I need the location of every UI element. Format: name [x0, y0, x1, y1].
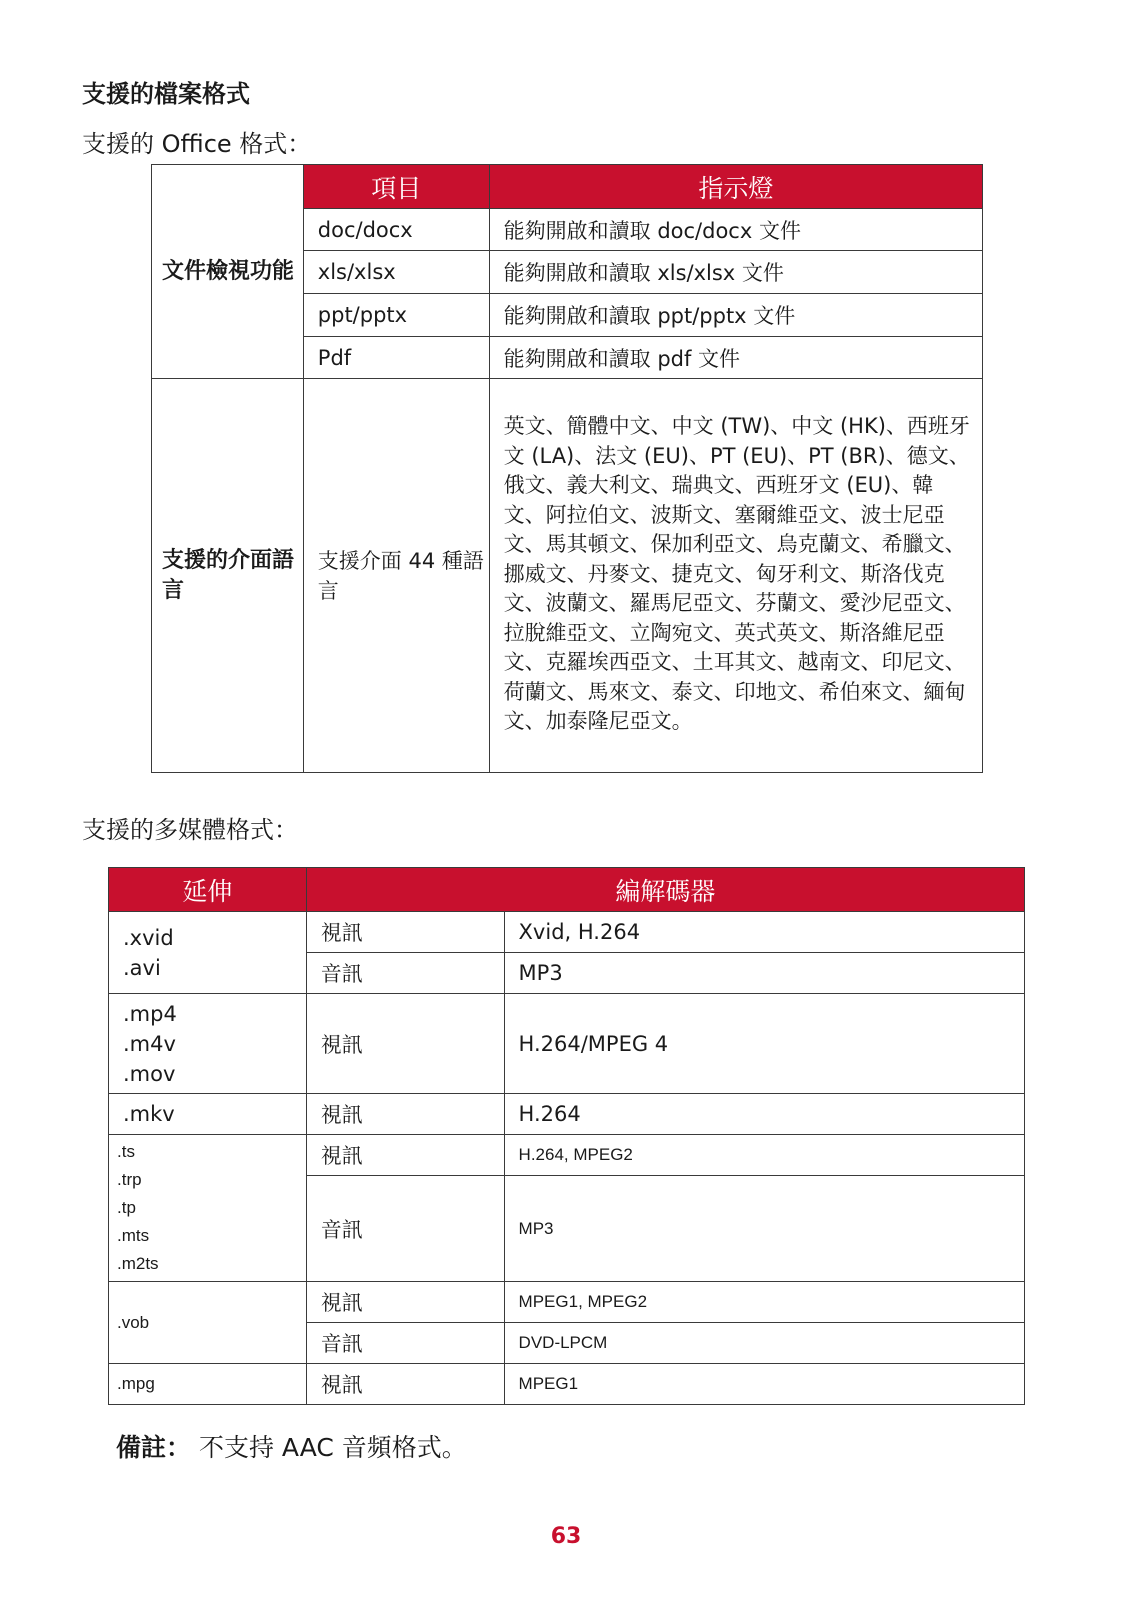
office-item: xls/xlsx	[303, 251, 489, 294]
extension: .vob	[117, 1312, 150, 1332]
office-desc: 能夠開啟和讀取 doc/docx 文件	[489, 209, 982, 251]
codec: H.264/MPEG 4	[504, 994, 1024, 1094]
stream-type: 音訊	[306, 1176, 504, 1282]
media-formats-table	[108, 867, 1025, 1405]
office-header-item: 項目	[303, 165, 489, 209]
extension: .m2ts	[117, 1254, 159, 1273]
extension-cell	[109, 1135, 307, 1282]
viewer-category	[152, 165, 304, 379]
page-title: 支援的檔案格式	[82, 80, 250, 108]
codec: MPEG1, MPEG2	[504, 1282, 1024, 1323]
stream-type: 音訊	[306, 1323, 504, 1364]
extension: .avi	[123, 955, 161, 980]
extension: .ts	[117, 1142, 135, 1161]
extension-cell	[109, 994, 307, 1094]
codec: DVD-LPCM	[504, 1323, 1024, 1364]
extension: .m4v	[123, 1031, 176, 1056]
office-heading: 支援的 Office 格式：	[82, 130, 312, 158]
codec: MPEG1	[504, 1364, 1024, 1405]
extension: .mp4	[123, 1001, 177, 1026]
extension: .xvid	[123, 925, 174, 950]
viewer-category-label: 文件檢視功能	[162, 258, 295, 284]
language-list: 英文、簡體中文、中文 (TW)、中文 (HK)、西班牙文 (LA)、法文 (EU)、PT (EU)、PT (BR)、德文、俄文、義大利文、瑞典文、西班牙文 (EU)、韓文、阿拉伯文、波斯文、塞爾維亞文、波士尼亞文、馬其頓文、保加利亞文、烏克蘭文、希臘文、挪威文、丹麥文、捷克文、匈牙利文、斯洛伐克文、波蘭文、羅馬尼亞文、芬蘭文、愛沙尼亞文、拉脫維亞文、立陶宛文、英式英文、斯洛維尼亞文、克羅埃西亞文、土耳其文、越南文、印尼文、荷蘭文、馬來文、泰文、印地文、希伯來文、緬甸文、加泰隆尼亞文。	[489, 379, 982, 773]
stream-type: 視訊	[306, 912, 504, 953]
note	[116, 1428, 467, 1464]
table-row	[109, 1282, 1025, 1323]
extension: .tp	[117, 1198, 136, 1217]
stream-type: 音訊	[306, 953, 504, 994]
extension: .mpg	[117, 1374, 155, 1393]
extension: .mkv	[123, 1102, 175, 1126]
office-item: doc/docx	[303, 209, 489, 251]
extension: .trp	[117, 1170, 142, 1189]
media-header-extension: 延伸	[109, 868, 307, 912]
office-desc: 能夠開啟和讀取 xls/xlsx 文件	[489, 251, 982, 294]
stream-type: 視訊	[306, 1282, 504, 1323]
office-item: Pdf	[303, 337, 489, 379]
media-header-codec: 編解碼器	[306, 868, 1024, 912]
stream-type: 視訊	[306, 1135, 504, 1176]
language-count: 支援介面 44 種語言	[303, 379, 489, 773]
office-desc: 能夠開啟和讀取 pdf 文件	[489, 337, 982, 379]
extension-cell	[109, 1094, 307, 1135]
codec: H.264, MPEG2	[504, 1135, 1024, 1176]
extension-cell	[109, 912, 307, 994]
office-desc: 能夠開啟和讀取 ppt/pptx 文件	[489, 294, 982, 337]
office-item: ppt/pptx	[303, 294, 489, 337]
language-category: 支援的介面語言	[152, 379, 304, 773]
table-row	[109, 1135, 1025, 1176]
codec: H.264	[504, 1094, 1024, 1135]
stream-type: 視訊	[306, 1364, 504, 1405]
table-row	[152, 379, 983, 773]
extension-cell	[109, 1282, 307, 1364]
stream-type: 視訊	[306, 1094, 504, 1135]
extension: .mts	[117, 1226, 150, 1245]
extension-cell	[109, 1364, 307, 1405]
table-row	[109, 1094, 1025, 1135]
table-row	[109, 912, 1025, 953]
note-label: 備註：	[116, 1433, 192, 1462]
media-heading: 支援的多媒體格式：	[82, 816, 298, 844]
office-formats-table	[151, 164, 983, 773]
page-number: 63	[550, 1524, 582, 1549]
codec: Xvid, H.264	[504, 912, 1024, 953]
table-row	[109, 994, 1025, 1094]
table-row	[109, 1364, 1025, 1405]
note-text: 不支持 AAC 音頻格式。	[198, 1433, 467, 1462]
stream-type: 視訊	[306, 994, 504, 1094]
extension: .mov	[123, 1061, 176, 1086]
office-header-indicator: 指示燈	[489, 165, 982, 209]
codec: MP3	[504, 1176, 1024, 1282]
codec: MP3	[504, 953, 1024, 994]
